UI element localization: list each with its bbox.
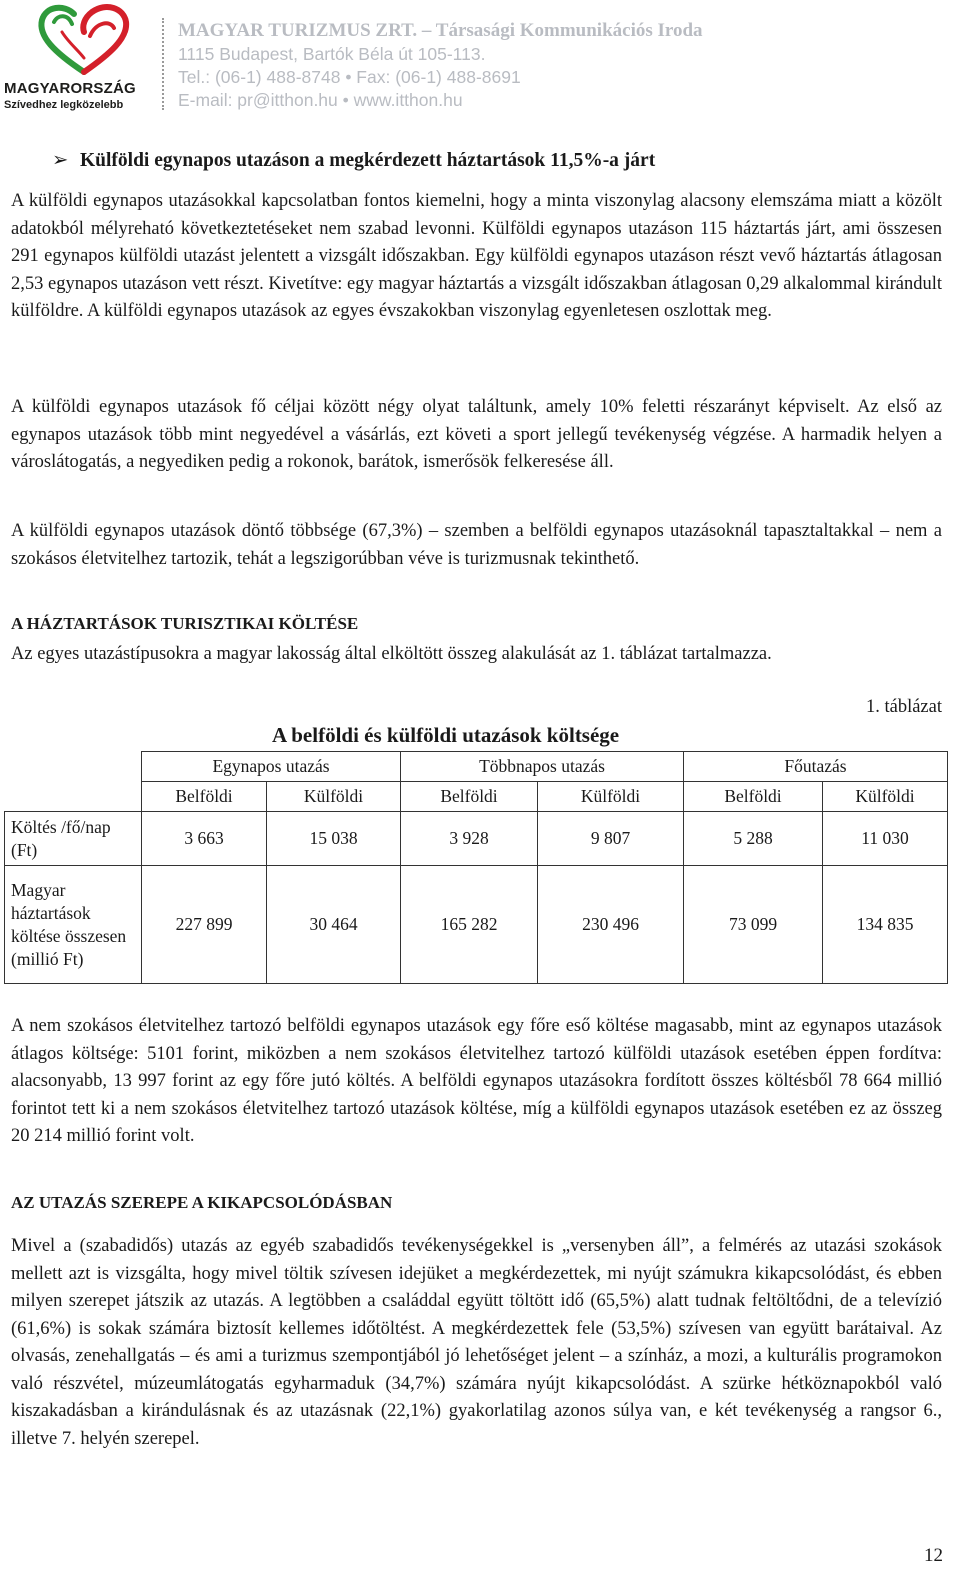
section-heading-spending: A HÁZTARTÁSOK TURISZTIKAI KÖLTÉSE bbox=[11, 614, 359, 633]
table-corner-cell bbox=[5, 752, 142, 812]
page-number: 12 bbox=[924, 1545, 943, 1566]
subheader-cell: Külföldi bbox=[823, 782, 948, 812]
table-cell: 165 282 bbox=[401, 866, 538, 984]
logo-tagline: Szívedhez legközelebb bbox=[4, 99, 124, 111]
table-cell: 15 038 bbox=[267, 812, 401, 866]
table-cell: 3 663 bbox=[142, 812, 267, 866]
table-cell: 9 807 bbox=[538, 812, 684, 866]
section-heading-relaxation: AZ UTAZÁS SZEREPE A KIKAPCSOLÓDÁSBAN bbox=[11, 1193, 393, 1212]
table-cell: 227 899 bbox=[142, 866, 267, 984]
table-cell: 3 928 bbox=[401, 812, 538, 866]
org-email-web: E-mail: pr@itthon.hu • www.itthon.hu bbox=[178, 90, 463, 110]
table-group-header-row bbox=[5, 752, 948, 782]
table-cell: 134 835 bbox=[823, 866, 948, 984]
table-title: A belföldi és külföldi utazások költsége bbox=[272, 723, 620, 747]
paragraph-6: Mivel a (szabadidős) utazás az egyéb szabadidős tevékenységekkel is „versenyben áll”, a felmérés az utazási szokások mellett azt is vizsgálta, hogy mivel töltik szívesen idejüket a megkérdezettek, mi nyújt számukra kikapcsolódást, és ebben milyen szerepet játszik az utazás. A legtöbben a családdal együtt töltött idő (65,5%) alatt tudnak feltöltődni, de a televízió (61,6%) is sokak számára biztosít kellemes időtöltést. A megkérdezettek fele (53,5%) szívesen van együtt barátaival. Az olvasás, zenehallgatás – és ami a turizmus szempontjából jó lehetőséget jelent – a színház, a mozi, a kulturális programokon való részvétel, múzeumlátogatás egyharmaduk (34,7%) számára nyújt kikapcsolódást. A szürke hétköznapokból való kiszakadásban a kirándulásnak és az utazásnak (22,1%) gyakorlatilag azonos súlya van, e két tevékenység a rangsor 6., illetve 7. helyén szerepel. bbox=[11, 1236, 942, 1449]
paragraph-2: A külföldi egynapos utazások fő céljai között négy olyat találtunk, amely 10% feletti részarányt képviselt. Az első az egynapos utazások több mint negyedével a vásárlás, ezt követi a sport jellegű tevékenység végzése. A harmadik helyen a városlátogatás, a negyediken pedig a rokonok, barátok, ismerősök felkeresése áll. bbox=[11, 397, 942, 472]
bullet-heading-text: Külföldi egynapos utazáson a megkérdezett háztartások 11,5%-a járt bbox=[80, 150, 656, 171]
subheader-cell: Belföldi bbox=[684, 782, 823, 812]
org-address: 1115 Budapest, Bartók Béla út 105-113. bbox=[178, 44, 486, 64]
table-cell: 230 496 bbox=[538, 866, 684, 984]
table-cell: 11 030 bbox=[823, 812, 948, 866]
letterhead bbox=[0, 0, 960, 115]
magyarorszag-logo bbox=[4, 2, 169, 114]
arrow-bullet-icon: ➢ bbox=[52, 148, 69, 171]
table-row bbox=[5, 866, 948, 984]
table-cell: 5 288 bbox=[684, 812, 823, 866]
subheader-cell: Külföldi bbox=[267, 782, 401, 812]
row-label: Költés /fő/nap (Ft) bbox=[5, 812, 142, 866]
group-header-foutazas: Főutazás bbox=[684, 752, 948, 782]
org-name: MAGYAR TURIZMUS ZRT. – Társasági Kommunikációs Iroda bbox=[178, 20, 703, 41]
table-cell: 73 099 bbox=[684, 866, 823, 984]
bullet-heading bbox=[52, 148, 655, 172]
table-subheader-row bbox=[5, 782, 948, 812]
subheader-cell: Belföldi bbox=[142, 782, 267, 812]
table-row bbox=[5, 812, 948, 866]
paragraph-4: Az egyes utazástípusokra a magyar lakosság által elköltött összeg alakulását az 1. táblázat tartalmazza. bbox=[11, 644, 772, 664]
spending-table bbox=[4, 751, 948, 984]
header-divider bbox=[162, 18, 164, 110]
group-header-tobbnapos: Többnapos utazás bbox=[401, 752, 684, 782]
paragraph-1: A külföldi egynapos utazásokkal kapcsolatban fontos kiemelni, hogy a minta viszonylag alacsony elemszáma miatt a közölt adatokból mélyreható következtetéseket nem szabad levonni. Külföldi egynapos utazáson 115 háztartás járt, ami összesen 291 egynapos külföldi utazást jelentett a vizsgált időszakban. Egy külföldi egynapos utazáson részt vevő háztartás átlagosan 2,53 egynapos utazáson vett részt. Kivetítve: egy magyar háztartás a vizsgált időszakban átlagosan 0,29 alkalommal kirándult külföldre. A külföldi egynapos utazások az egyes évszakokban viszonylag egyenletesen oszlottak meg. bbox=[11, 191, 942, 321]
subheader-cell: Külföldi bbox=[538, 782, 684, 812]
heart-logo-icon bbox=[34, 2, 134, 78]
table-caption: 1. táblázat bbox=[865, 697, 942, 717]
logo-name: MAGYARORSZÁG bbox=[4, 80, 136, 97]
row-label: Magyar háztartások költése összesen (millió Ft) bbox=[5, 866, 142, 984]
subheader-cell: Belföldi bbox=[401, 782, 538, 812]
table-cell: 30 464 bbox=[267, 866, 401, 984]
group-header-egynapos: Egynapos utazás bbox=[142, 752, 401, 782]
org-phone-fax: Tel.: (06-1) 488-8748 • Fax: (06-1) 488-8691 bbox=[178, 67, 521, 87]
paragraph-3: A külföldi egynapos utazások döntő többsége (67,3%) – szemben a belföldi egynapos utazásoknál tapasztaltakkal – nem a szokásos életvitelhez tartozik, tehát a legszigorúbban véve is turizmusnak tekinthető. bbox=[11, 521, 942, 569]
paragraph-5: A nem szokásos életvitelhez tartozó belföldi egynapos utazások egy főre eső költése magasabb, mint az egynapos utazások átlagos költsége: 5101 forint, miközben a nem szokásos életvitelhez tartozó külföldi utazások esetében éppen fordítva: alacsonyabb, 13 997 forint az egy főre jutó költés. A belföldi egynapos utazásokra fordított összes költésből 78 664 millió forintot tett ki a nem szokásos életvitelhez tartozó utazások költése, míg a külföldi egynapos utazások esetében ez az összeg 20 214 millió forint volt. bbox=[11, 1016, 942, 1146]
